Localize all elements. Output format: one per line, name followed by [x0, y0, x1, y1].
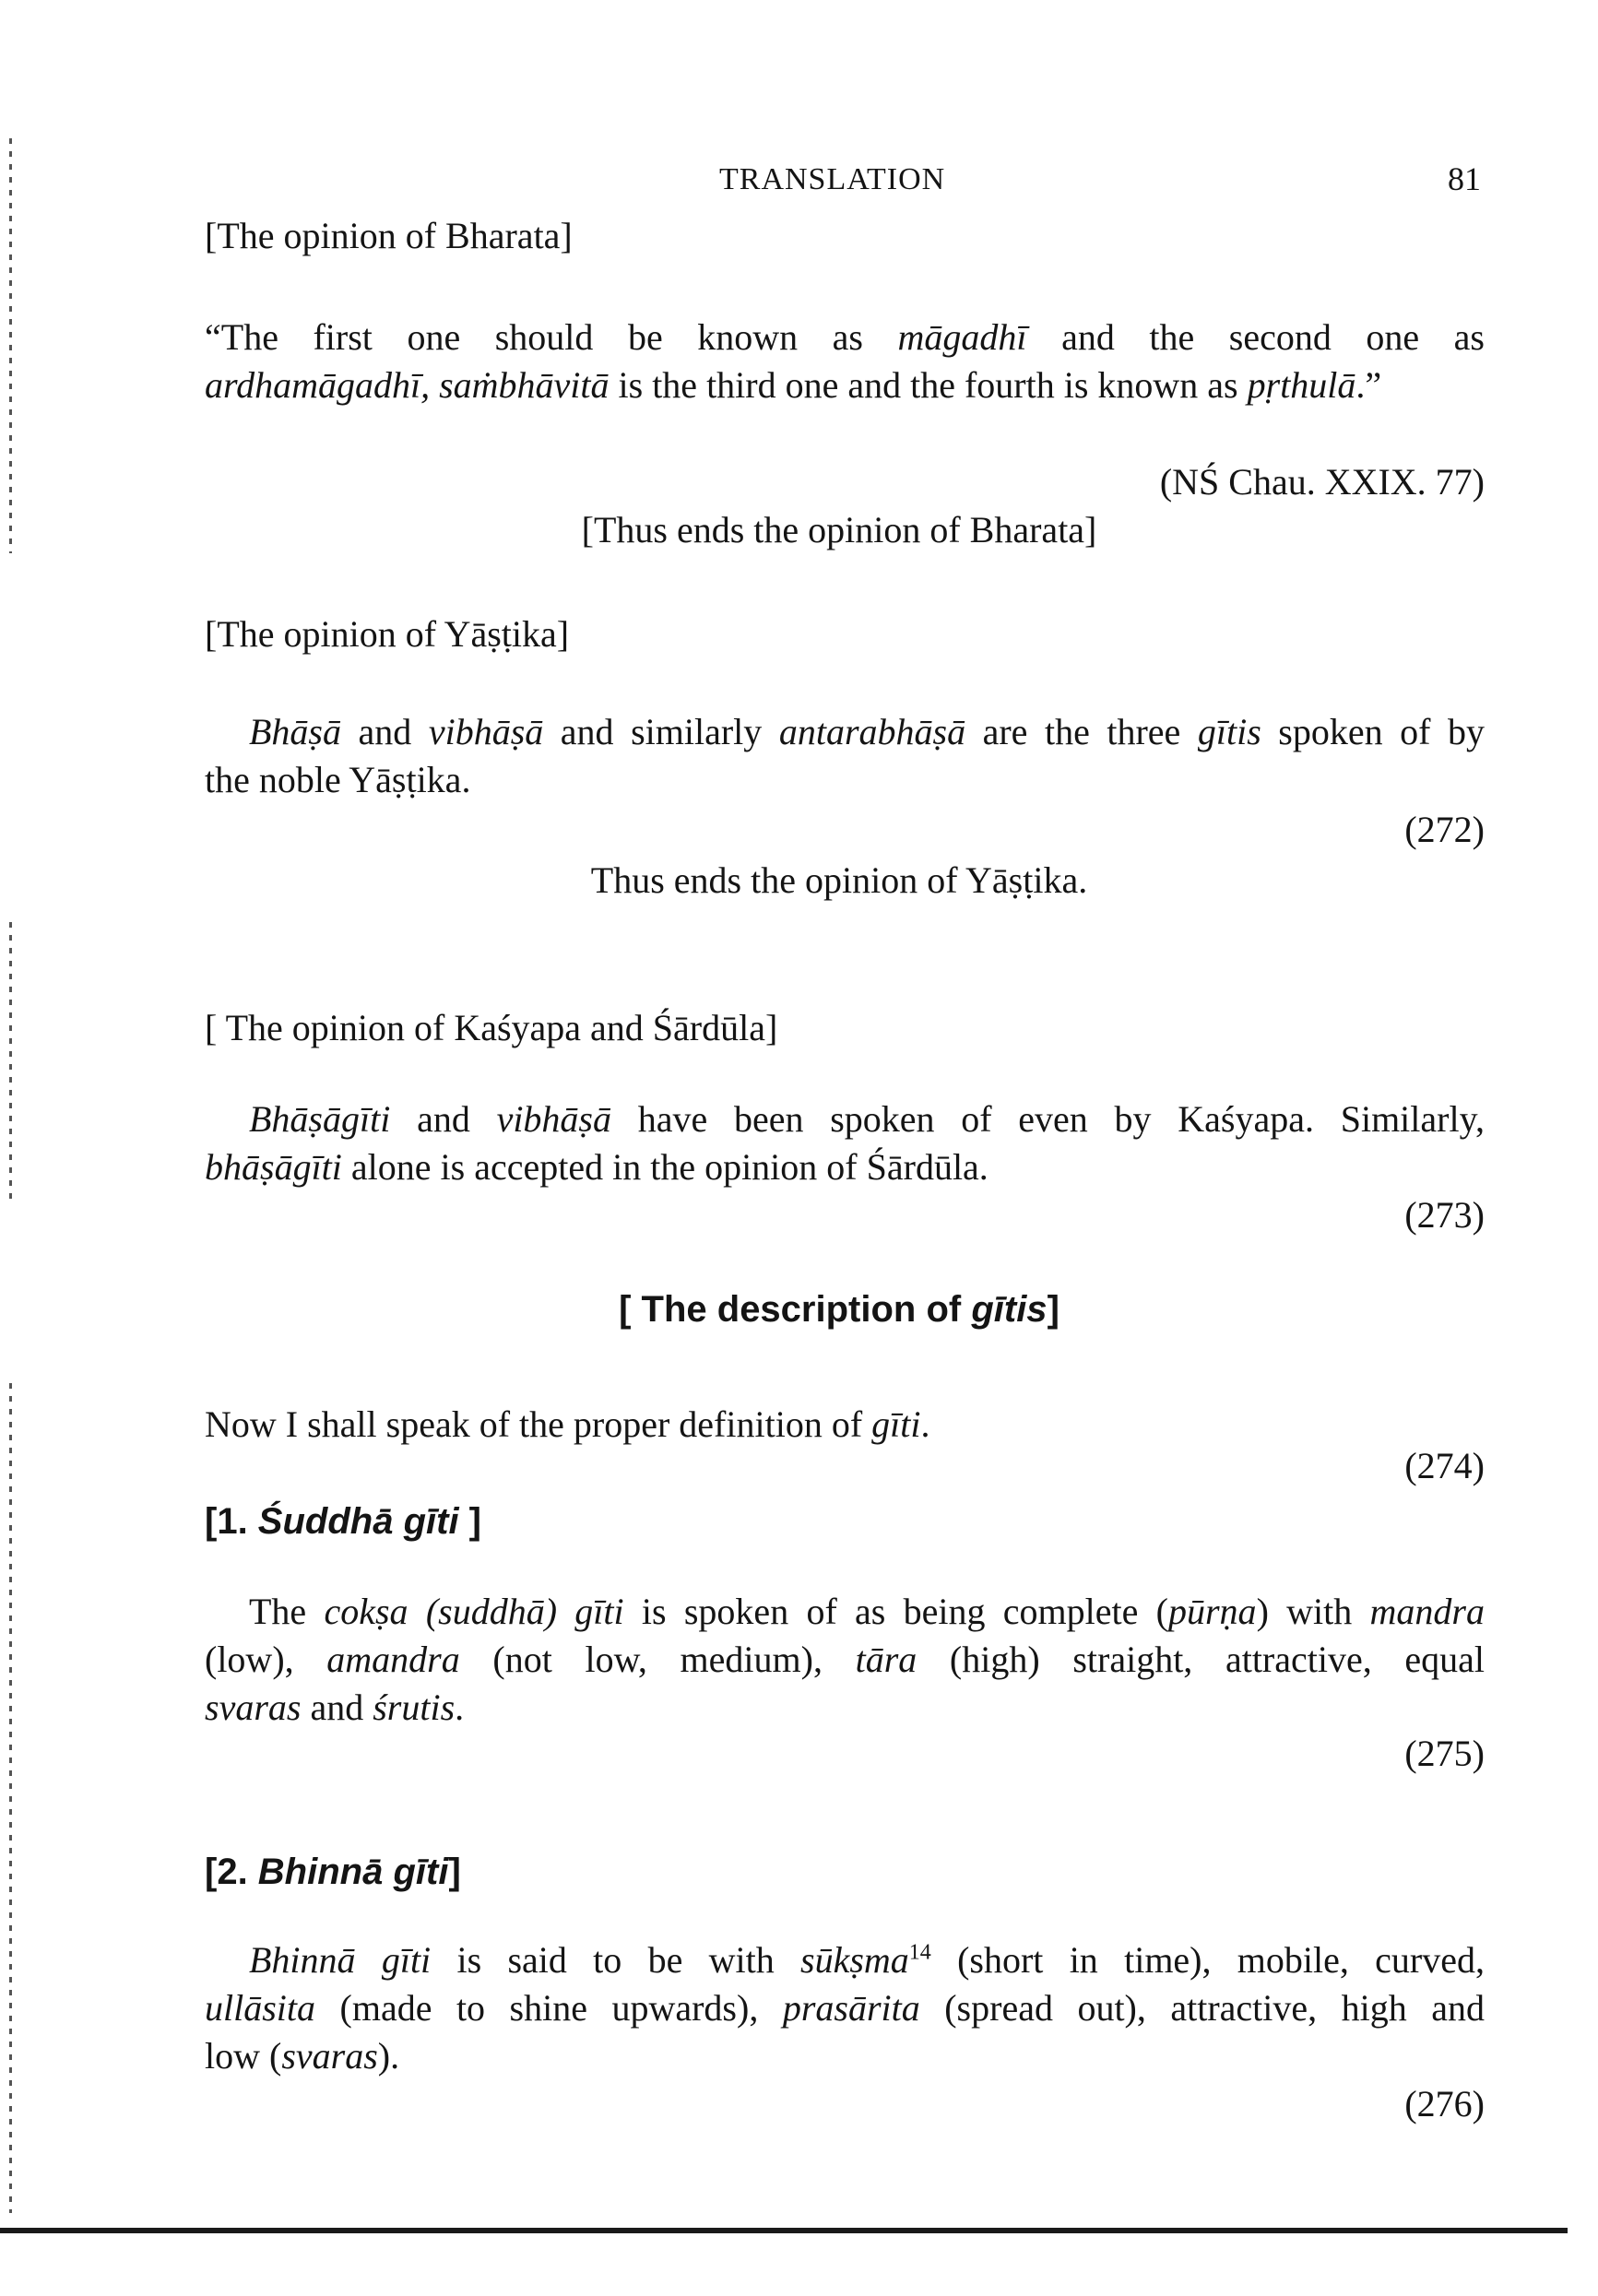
section-end-bharata: [Thus ends the opinion of Bharata] — [581, 509, 1097, 550]
section-end-yastika: Thus ends the opinion of Yāṣṭika. — [590, 859, 1088, 901]
scan-margin-artifact — [9, 1383, 12, 2213]
verse-number-276: (276) — [1404, 2083, 1485, 2124]
footnote-marker: 14 — [908, 1940, 931, 1965]
verse-number-274: (274) — [1404, 1445, 1485, 1486]
page-number: 81 — [1448, 160, 1481, 197]
section-heading-yastika: [The opinion of Yāṣṭika] — [205, 613, 570, 655]
scan-margin-artifact — [9, 138, 12, 553]
verse-number-275: (275) — [1404, 1733, 1485, 1774]
paragraph-definition-intro: Now I shall speak of the proper definition of gīti. — [205, 1403, 930, 1445]
text-line: “The first one should be known as māgadhī and the second one as — [205, 316, 1485, 358]
verse-number-272: (272) — [1404, 809, 1485, 850]
text-line: ullāsita (made to shine upwards), prasārita (spread out), attractive, high and — [205, 1987, 1485, 2029]
text-line: low (svaras). — [205, 2035, 400, 2077]
paragraph-bhinna-giti — [205, 1936, 1485, 2080]
scan-margin-artifact — [9, 922, 12, 1199]
section-heading-kasyapa-sardula: [ The opinion of Kaśyapa and Śārdūla] — [205, 1007, 778, 1048]
section-heading-description-of-gitis: [ The description of gītis] — [619, 1289, 1059, 1330]
text-line: Bhinnā gīti is said to be with sūkṣma$^{14}$ (short in time), mobile, curved, — [249, 1939, 1486, 1981]
text-line: (low), amandra (not low, medium), tāra (high) straight, attractive, equal — [205, 1639, 1486, 1680]
text-line: bhāṣāgīti alone is accepted in the opinion of Śārdūla. — [205, 1146, 988, 1188]
running-title: TRANSLATION — [719, 162, 946, 196]
text-line: the noble Yāṣṭika. — [205, 759, 471, 800]
scan-bottom-edge — [0, 2228, 1568, 2233]
paragraph-bharata — [205, 314, 1485, 409]
paragraph-kasyapa-sardula — [205, 1095, 1485, 1191]
text-line: svaras and śrutis. — [205, 1686, 465, 1728]
section-heading-bharata: [The opinion of Bharata] — [205, 215, 573, 256]
subheading-bhinna-giti: [2. Bhinnā gīti] — [205, 1852, 461, 1892]
paragraph-suddha-giti — [205, 1588, 1485, 1732]
subheading-suddha-giti: [1. Śuddhā gīti ] — [205, 1501, 481, 1542]
text-line: Bhāṣā and vibhāṣā and similarly antarabhāṣā are the three gītis spoken of by — [249, 711, 1486, 752]
text-line: Bhāṣāgīti and vibhāṣā have been spoken of even by Kaśyapa. Similarly, — [249, 1098, 1485, 1140]
paragraph-yastika — [205, 708, 1485, 804]
citation-reference: (NŚ Chau. XXIX. 77) — [1159, 461, 1485, 503]
text-line: The cokṣa (suddhā) gīti is spoken of as being complete (pūrṇa) with mandra — [249, 1591, 1485, 1632]
text-line: ardhamāgadhī, saṁbhāvitā is the third one and the fourth is known as pṛthulā.” — [205, 364, 1382, 406]
verse-number-273: (273) — [1404, 1194, 1485, 1236]
